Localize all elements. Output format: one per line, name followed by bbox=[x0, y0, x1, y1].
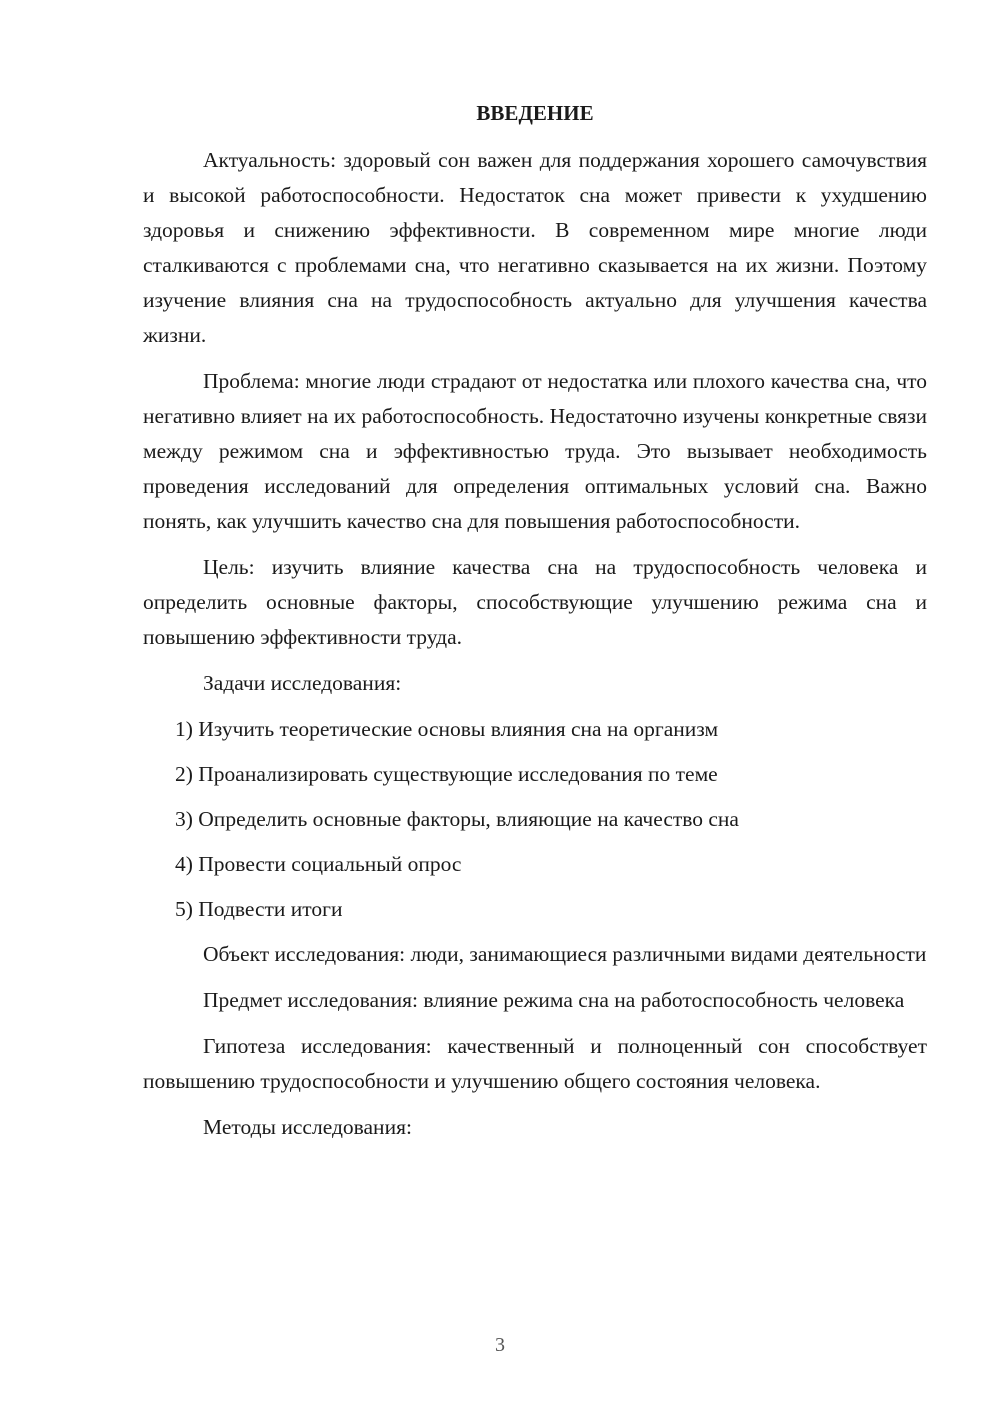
list-item: 3) Определить основные факторы, влияющие на качество сна bbox=[175, 807, 739, 831]
paragraph-hypothesis: Гипотеза исследования: качественный и полноценный сон способствует повышению трудоспособности и улучшению общего состояния человека. bbox=[143, 1034, 927, 1093]
paragraph-methods: Методы исследования: bbox=[203, 1115, 412, 1139]
paragraph-relevance: Актуальность: здоровый сон важен для поддержания хорошего самочувствия и высокой работоспособности. Недостаток сна может привести к ухудшению здоровья и снижению эффективности. В современном мире многие люди сталкиваются с проблемами сна, что негативно сказывается на их жизни. Поэтому изучение влияния сна на трудоспособность актуально для улучшения качества жизни. bbox=[143, 148, 927, 347]
paragraph-subject: Предмет исследования: влияние режима сна на работоспособность человека bbox=[203, 988, 905, 1012]
paragraph-goal: Цель: изучить влияние качества сна на трудоспособность человека и определить основные факторы, способствующие улучшению режима сна и повышению эффективности труда. bbox=[143, 555, 927, 649]
paragraph-tasks-heading: Задачи исследования: bbox=[203, 671, 402, 695]
document-page bbox=[143, 96, 927, 1156]
paragraph-object: Объект исследования: люди, занимающиеся различными видами деятельности bbox=[203, 942, 927, 966]
list-item: 5) Подвести итоги bbox=[175, 897, 343, 921]
tasks-list bbox=[143, 712, 927, 927]
page-number: 3 bbox=[495, 1334, 505, 1356]
list-item: 4) Провести социальный опрос bbox=[175, 852, 462, 876]
section-title: ВВЕДЕНИЕ bbox=[476, 101, 594, 125]
list-item: 2) Проанализировать существующие исследования по теме bbox=[175, 762, 718, 786]
paragraph-problem: Проблема: многие люди страдают от недостатка или плохого качества сна, что негативно влияет на их работоспособность. Недостаточно изучены конкретные связи между режимом сна и эффективностью труда. Это вызывает необходимость проведения исследований для определения оптимальных условий сна. Важно понять, как улучшить качество сна для повышения работоспособности. bbox=[143, 369, 927, 533]
list-item: 1) Изучить теоретические основы влияния сна на организм bbox=[175, 717, 719, 741]
